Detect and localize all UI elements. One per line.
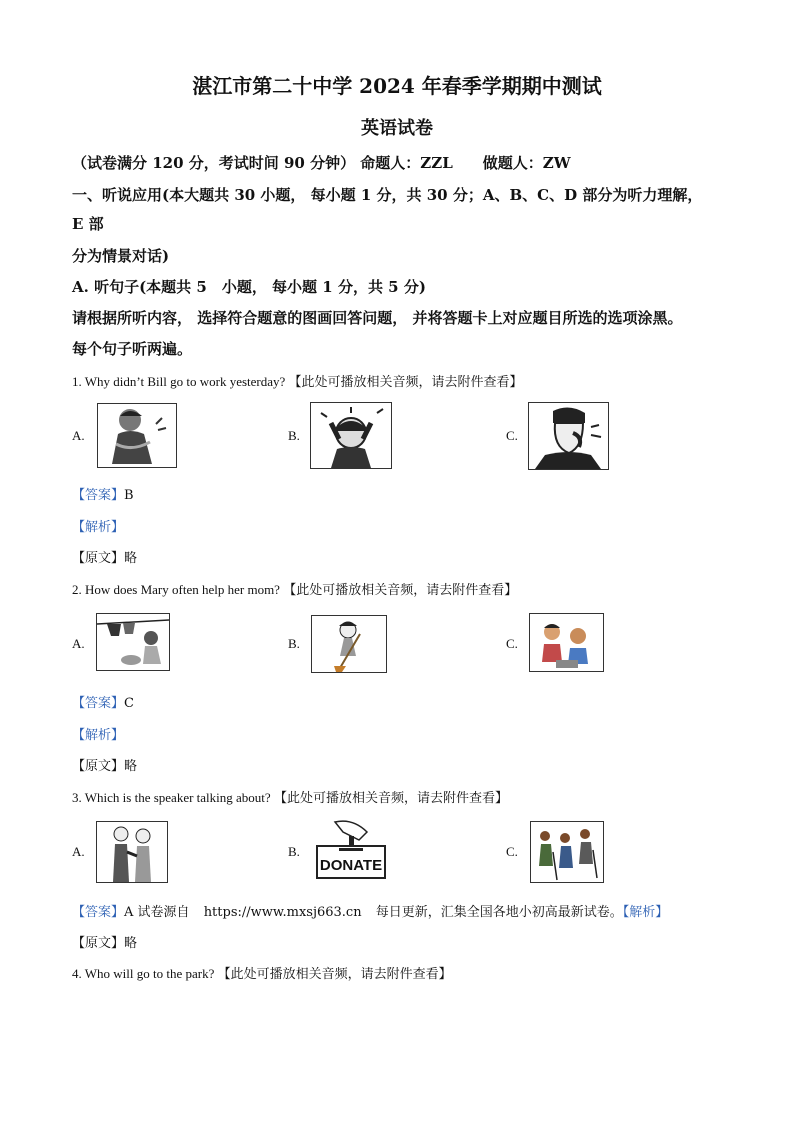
audio-note: 【此处可播放相关音频，请去附件查看】 <box>283 582 518 597</box>
original-label: 【原文】 <box>72 936 125 951</box>
analysis-label: 【解析】 <box>72 520 125 535</box>
answer-value: B <box>124 488 134 503</box>
audio-note: 【此处可播放相关音频，请去附件查看】 <box>217 966 452 981</box>
section-heading-line3: 分为情景对话) <box>72 247 170 265</box>
analysis-label: 【解析】 <box>622 905 669 920</box>
audio-note: 【此处可播放相关音频，请去附件查看】 <box>288 374 523 389</box>
headache-man-icon[interactable] <box>310 402 392 469</box>
part-a-title: A. 听句子(本题共 5 小题， 每小题 1 分，共 5 分) <box>72 278 426 296</box>
source-url[interactable]: https://www.mxsj663.cn <box>203 905 362 920</box>
answer-label: 【答案】 <box>72 905 125 920</box>
answer-value: A 试卷源自 <box>124 905 190 920</box>
option-label-c: C. <box>506 844 518 859</box>
answer-row-1 <box>72 484 134 503</box>
original-label: 【原文】 <box>72 759 125 774</box>
section-heading-line2: E 部 <box>72 215 104 233</box>
stomachache-boy-icon[interactable] <box>97 403 177 468</box>
source-note: 每日更新，汇集全国各地小初高最新试卷。 <box>375 905 623 920</box>
original-row-1 <box>72 547 137 566</box>
original-row-3 <box>72 932 137 951</box>
option-label-c: C. <box>506 636 518 651</box>
audio-note: 【此处可播放相关音频，请去附件查看】 <box>273 790 508 805</box>
answer-label: 【答案】 <box>72 696 125 711</box>
donate-label: DONATE <box>319 857 383 874</box>
donate-box-icon[interactable] <box>313 818 389 880</box>
option-label-a: A. <box>72 636 85 651</box>
exam-title: 湛江市第二十中学 2024 年春季学期期中测试 <box>192 74 602 98</box>
option-label-b: B. <box>288 844 300 859</box>
question-2 <box>72 579 517 598</box>
exam-meta: （试卷满分 120 分，考试时间 90 分钟） 命题人：ZZL 做题人：ZW <box>72 154 571 172</box>
cleaning-park-icon[interactable] <box>530 821 604 883</box>
option-label-c: C. <box>506 428 518 443</box>
exam-subtitle: 英语试卷 <box>361 118 433 139</box>
question-1 <box>72 371 523 390</box>
instruction-line2: 每个句子听两遍。 <box>72 340 193 358</box>
original-value: 略 <box>124 551 138 566</box>
question-text: 1. Why didn’t Bill go to work yesterday? <box>72 374 286 389</box>
option-label-b: B. <box>288 428 300 443</box>
answer-value: C <box>124 696 134 711</box>
option-label-a: A. <box>72 844 85 859</box>
original-label: 【原文】 <box>72 551 125 566</box>
question-4 <box>72 963 452 982</box>
answer-row-3 <box>72 901 668 920</box>
question-text: 2. How does Mary often help her mom? <box>72 582 280 597</box>
question-text: 4. Who will go to the park? <box>72 966 215 981</box>
answer-label: 【答案】 <box>72 488 125 503</box>
toothache-man-icon[interactable] <box>528 402 609 470</box>
helping-friend-icon[interactable] <box>96 821 168 883</box>
question-text: 3. Which is the speaker talking about? <box>72 790 271 805</box>
question-3 <box>72 787 508 806</box>
cooking-icon[interactable] <box>529 613 604 672</box>
option-label-a: A. <box>72 428 85 443</box>
instruction-line1: 请根据所听内容， 选择符合题意的图画回答问题， 并将答题卡上对应题目所选的选项涂黑。 <box>72 309 683 327</box>
original-value: 略 <box>124 759 138 774</box>
original-value: 略 <box>124 936 138 951</box>
section-heading-line1: 一、听说应用(本大题共 30 小题， 每小题 1 分，共 30 分；A、B、C、D 部分为听力理解， <box>72 186 703 204</box>
analysis-label: 【解析】 <box>72 728 125 743</box>
option-label-b: B. <box>288 636 300 651</box>
washing-clothes-icon[interactable] <box>96 613 170 671</box>
answer-row-2 <box>72 692 134 711</box>
sweeping-floor-icon[interactable] <box>311 615 387 673</box>
original-row-2 <box>72 755 137 774</box>
